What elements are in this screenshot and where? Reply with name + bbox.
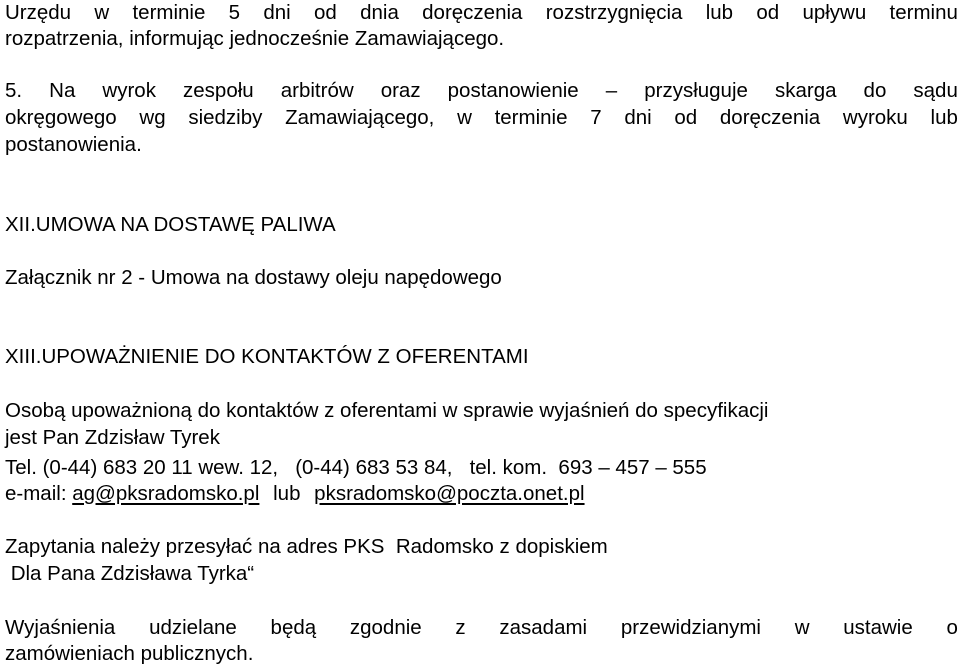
paragraph-line: Zapytania należy przesyłać na adres PKS Radomsko z dopiskiem — [5, 535, 608, 558]
word: o — [946, 616, 958, 639]
word: od — [756, 1, 780, 24]
word: od — [314, 1, 337, 24]
paragraph-line — [5, 105, 958, 131]
word: skarga — [774, 79, 837, 102]
paragraph-line — [5, 78, 958, 104]
paragraph-line — [5, 0, 958, 26]
word: zgodnie — [349, 616, 422, 639]
word: od — [674, 106, 698, 129]
word: dni — [624, 106, 652, 129]
paragraph-line: Dla Pana Zdzisława Tyrka“ — [5, 562, 255, 585]
word: lub — [930, 106, 958, 129]
paragraph-line — [5, 615, 958, 641]
phone-line: Tel. (0-44) 683 20 11 wew. 12, (0-44) 683 53 84, tel. kom. 693 – 457 – 555 — [5, 456, 707, 479]
email-link-poczta[interactable]: pksradomsko@poczta.onet.pl — [314, 482, 585, 505]
word: – — [605, 79, 618, 102]
word: do — [863, 79, 887, 102]
word: terminie — [132, 1, 206, 24]
word: udzielane — [149, 616, 237, 639]
or-word: lub — [273, 482, 301, 505]
word: Na — [49, 79, 76, 102]
word: wyroku — [842, 106, 908, 129]
word: zasadami — [499, 616, 588, 639]
word: przewidzianymi — [620, 616, 761, 639]
email-line — [5, 481, 585, 507]
word: przysługuje — [644, 79, 748, 102]
word: sądu — [913, 79, 958, 102]
word: okręgowego — [5, 106, 117, 129]
word: Wyjaśnienia — [5, 616, 116, 639]
word: będą — [270, 616, 317, 639]
paragraph-line: postanowienia. — [5, 133, 142, 156]
paragraph-line: rozpatrzenia, informując jednocześnie Zamawiającego. — [5, 27, 505, 50]
word: terminu — [889, 1, 958, 24]
word: 5 — [228, 1, 241, 24]
word: dnia — [360, 1, 399, 24]
word: doręczenia — [719, 106, 821, 129]
word: arbitrów — [280, 79, 354, 102]
word: postanowienie — [447, 79, 579, 102]
word: zespołu — [183, 79, 254, 102]
paragraph-line: Osobą upoważnioną do kontaktów z oferentami w sprawie wyjaśnień do specyfikacji — [5, 399, 769, 422]
word: rozstrzygnięcia — [545, 1, 683, 24]
section-heading-xiii: XIII.UPOWAŻNIENIE DO KONTAKTÓW Z OFERENTAMI — [5, 345, 529, 368]
list-number: 5. — [5, 79, 23, 102]
word: upływu — [802, 1, 867, 24]
word: dni — [263, 1, 291, 24]
word: w — [794, 616, 810, 639]
email-link-ag[interactable]: ag@pksradomsko.pl — [72, 482, 260, 505]
word: doręczenia — [422, 1, 523, 24]
paragraph-line: zamówieniach publicznych. — [5, 642, 254, 665]
word: Urzędu — [5, 1, 72, 24]
word: z — [455, 616, 466, 639]
word: 7 — [590, 106, 602, 129]
section-heading-xii: XII.UMOWA NA DOSTAWĘ PALIWA — [5, 213, 336, 236]
word: oraz — [380, 79, 421, 102]
word: wyrok — [102, 79, 156, 102]
word: Zamawiającego, — [285, 106, 435, 129]
word: w — [457, 106, 472, 129]
word: w — [94, 1, 110, 24]
word: terminie — [494, 106, 568, 129]
word: wg — [139, 106, 166, 129]
word: lub — [705, 1, 734, 24]
attachment-reference: Załącznik nr 2 - Umowa na dostawy oleju napędowego — [5, 266, 502, 289]
word: ustawie — [843, 616, 913, 639]
paragraph-line: jest Pan Zdzisław Tyrek — [5, 426, 220, 449]
word: siedziby — [188, 106, 263, 129]
email-label: e-mail: — [5, 482, 73, 505]
